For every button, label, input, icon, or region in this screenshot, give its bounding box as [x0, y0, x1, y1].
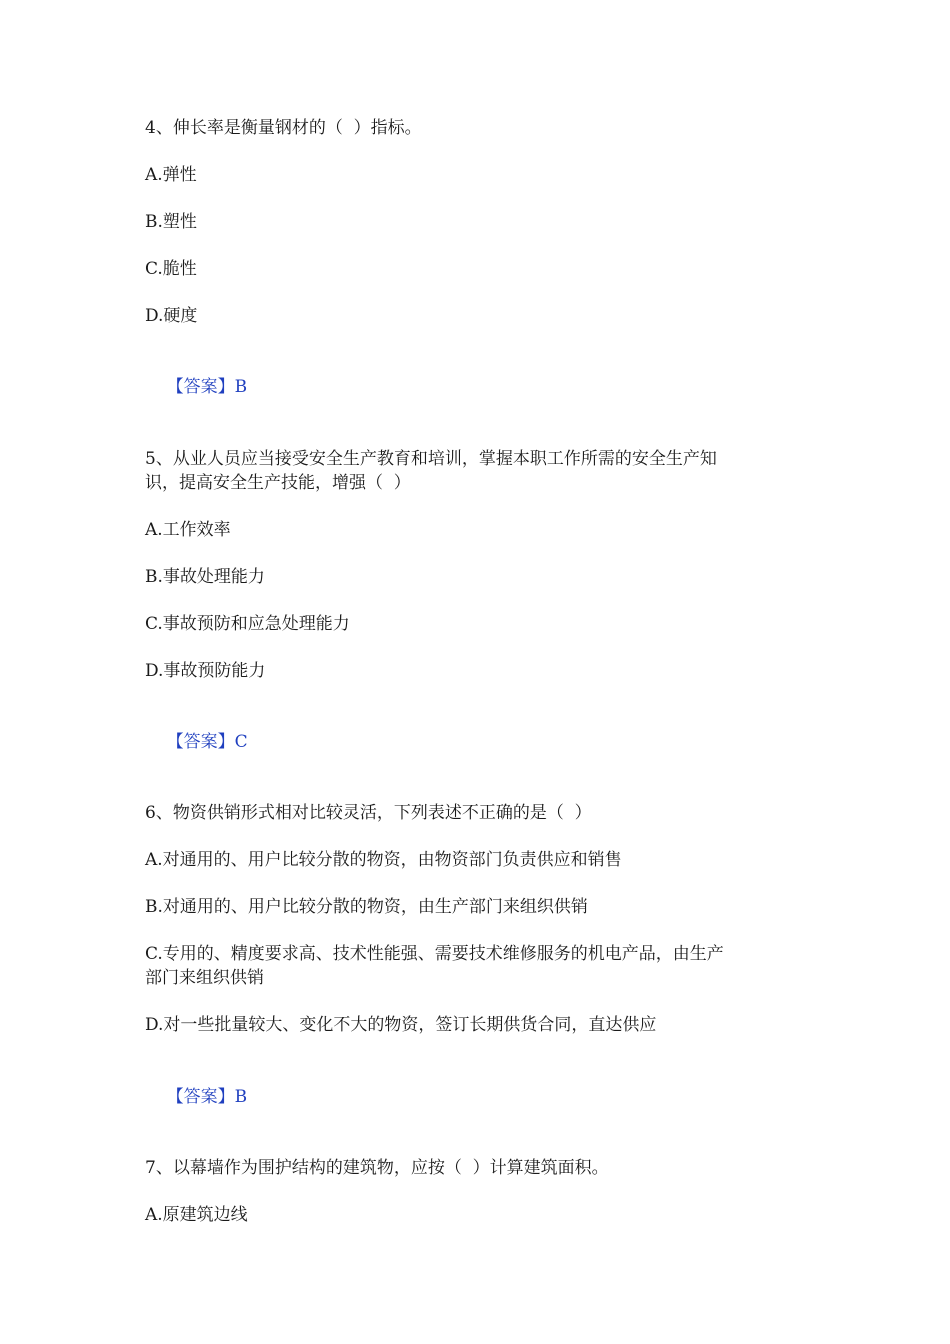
question-4-answer — [145, 351, 805, 423]
question-4-option-d: D.硬度 — [145, 306, 198, 326]
answer-label: 【答案】 — [166, 1087, 235, 1107]
question-6-option-c-line1: C.专用的、精度要求高、技术性能强、需要技术维修服务的机电产品，由生产 — [145, 944, 724, 964]
question-6-option-c-line2: 部门来组织供销 — [145, 968, 264, 988]
answer-label: 【答案】 — [166, 732, 235, 752]
answer-value: B — [234, 1087, 248, 1107]
question-6-stem: 6、物资供销形式相对比较灵活，下列表述不正确的是（ ） — [145, 803, 592, 823]
question-6-option-b: B.对通用的、用户比较分散的物资，由生产部门来组织供销 — [145, 897, 588, 917]
answer-label: 【答案】 — [166, 377, 235, 397]
question-5-option-a: A.工作效率 — [145, 520, 231, 540]
question-5-stem-line2: 识，提高安全生产技能，增强（ ） — [145, 473, 411, 493]
question-6-answer — [145, 1061, 805, 1133]
question-5-stem-line1: 5、从业人员应当接受安全生产教育和培训，掌握本职工作所需的安全生产知 — [145, 449, 717, 469]
question-4-stem: 4、伸长率是衡量钢材的（ ）指标。 — [145, 118, 422, 138]
question-5-answer — [145, 706, 805, 778]
question-6-option-a: A.对通用的、用户比较分散的物资，由物资部门负责供应和销售 — [145, 850, 622, 870]
question-4-option-c: C.脆性 — [145, 259, 197, 279]
question-6-option-d: D.对一些批量较大、变化不大的物资，签订长期供货合同，直达供应 — [145, 1015, 657, 1035]
question-4-option-b: B.塑性 — [145, 212, 197, 232]
question-7-stem: 7、以幕墙作为围护结构的建筑物，应按（ ）计算建筑面积。 — [145, 1158, 609, 1178]
question-5-option-d: D.事故预防能力 — [145, 661, 266, 681]
answer-value: B — [234, 377, 248, 397]
question-5-option-b: B.事故处理能力 — [145, 567, 265, 587]
question-7-option-a: A.原建筑边线 — [145, 1205, 248, 1225]
answer-value: C — [234, 732, 248, 752]
question-4-option-a: A.弹性 — [145, 165, 197, 185]
question-5-option-c: C.事故预防和应急处理能力 — [145, 614, 350, 634]
